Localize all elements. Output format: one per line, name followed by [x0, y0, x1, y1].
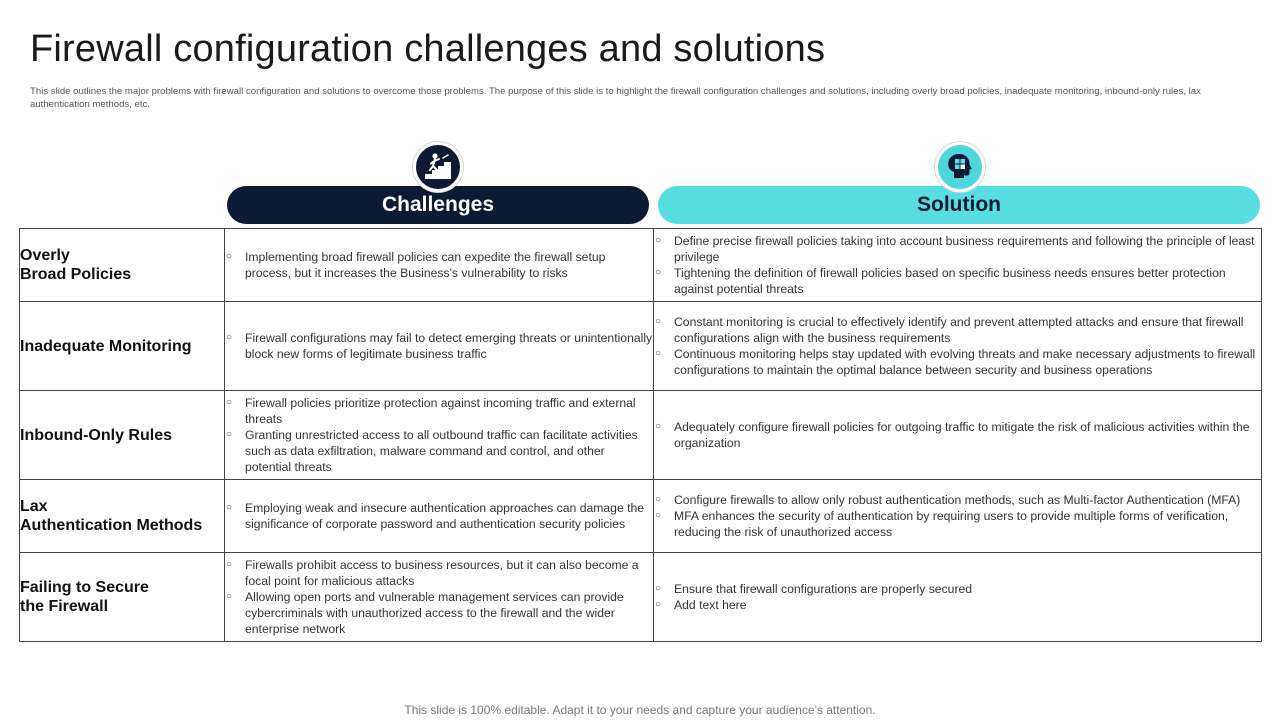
challenge-cell: [225, 302, 654, 391]
challenge-bullet: ○ Allowing open ports and vulnerable management services can provide cybercriminals with unauthorized access to the firewall and the wider enterprise network: [225, 589, 653, 637]
solution-bullet: ○ Constant monitoring is crucial to effectively identify and prevent attempted attacks and ensure that firewall configurations align with the business requirements: [654, 314, 1261, 346]
solution-cell: [654, 391, 1262, 480]
solution-header: Solution: [658, 186, 1260, 224]
row-label: [20, 229, 225, 302]
table-row: [20, 302, 1262, 391]
puzzle-head-icon: [935, 142, 985, 192]
challenge-cell: [225, 480, 654, 553]
challenge-bullet: ○ Employing weak and insecure authentication approaches can damage the significance of corporate password and authentication security policies: [225, 500, 653, 532]
challenge-bullet: ○ Firewall policies prioritize protection against incoming traffic and external threats: [225, 395, 653, 427]
solution-bullet: ○ Ensure that firewall configurations are properly secured: [654, 581, 1261, 597]
challenges-header: Challenges: [227, 186, 649, 224]
solution-bullet: ○ Continuous monitoring helps stay updated with evolving threats and make necessary adjustments to firewall configurations to maintain the optimal balance between security and business operations: [654, 346, 1261, 378]
challenge-bullet: ○ Firewalls prohibit access to business resources, but it can also become a focal point for malicious attacks: [225, 557, 653, 589]
row-label: [20, 302, 225, 391]
solution-bullet: ○ MFA enhances the security of authentication by requiring users to provide multiple forms of verification, reducing the risk of unauthorized access: [654, 508, 1261, 540]
solution-cell: [654, 553, 1262, 642]
page-title: Firewall configuration challenges and solutions: [30, 28, 826, 70]
row-label-line: Inbound-Only Rules: [20, 426, 172, 444]
solution-bullet: ○ Tightening the definition of firewall policies based on specific business needs ensures better protection against potential threats: [654, 265, 1261, 297]
solution-cell: [654, 302, 1262, 391]
solution-cell: [654, 480, 1262, 553]
row-label-line: Inadequate Monitoring: [20, 337, 192, 355]
row-label-line: Failing to Secure: [20, 579, 149, 596]
solution-bullet: ○ Add text here: [654, 597, 1261, 613]
table-row: [20, 229, 1262, 302]
table-row: [20, 553, 1262, 642]
footer-note: This slide is 100% editable. Adapt it to your needs and capture your audience's attention.: [404, 703, 876, 717]
page-subtitle: This slide outlines the major problems with firewall configuration and solutions to overcome those problems. The purpose of this slide is to highlight the firewall configuration challenges and solutions, including overly broad policies, inadequate monitoring, inbound-only rules, lax authentication methods, etc.: [30, 86, 1201, 110]
solution-bullet: ○ Adequately configure firewall policies for outgoing traffic to mitigate the risk of malicious activities within the organization: [654, 419, 1261, 451]
stairs-climber-icon: [413, 142, 463, 192]
challenge-cell: [225, 391, 654, 480]
challenge-cell: [225, 553, 654, 642]
row-label: [20, 553, 225, 642]
solution-bullet: ○ Define precise firewall policies taking into account business requirements and following the principle of least privilege: [654, 233, 1261, 265]
row-label: [20, 480, 225, 553]
solution-bullet: ○ Configure firewalls to allow only robust authentication methods, such as Multi-factor Authentication (MFA): [654, 492, 1261, 508]
row-label-line: Lax: [20, 498, 48, 515]
row-label-line: Overly: [20, 247, 70, 264]
solution-cell: [654, 229, 1262, 302]
table-row: [20, 480, 1262, 553]
challenges-solutions-table: [19, 228, 1262, 642]
challenge-cell: [225, 229, 654, 302]
row-label-line: Authentication Methods: [20, 517, 203, 534]
row-label: [20, 391, 225, 480]
row-label-line: Broad Policies: [20, 266, 132, 283]
challenge-bullet: ○ Implementing broad firewall policies can expedite the firewall setup process, but it increases the Business's vulnerability to risks: [225, 249, 653, 281]
table-row: [20, 391, 1262, 480]
challenge-bullet: ○ Granting unrestricted access to all outbound traffic can facilitate activities such as data exfiltration, malware command and control, and other potential threats: [225, 427, 653, 475]
row-label-line: the Firewall: [20, 598, 109, 615]
challenge-bullet: ○ Firewall configurations may fail to detect emerging threats or unintentionally block new forms of legitimate business traffic: [225, 330, 653, 362]
